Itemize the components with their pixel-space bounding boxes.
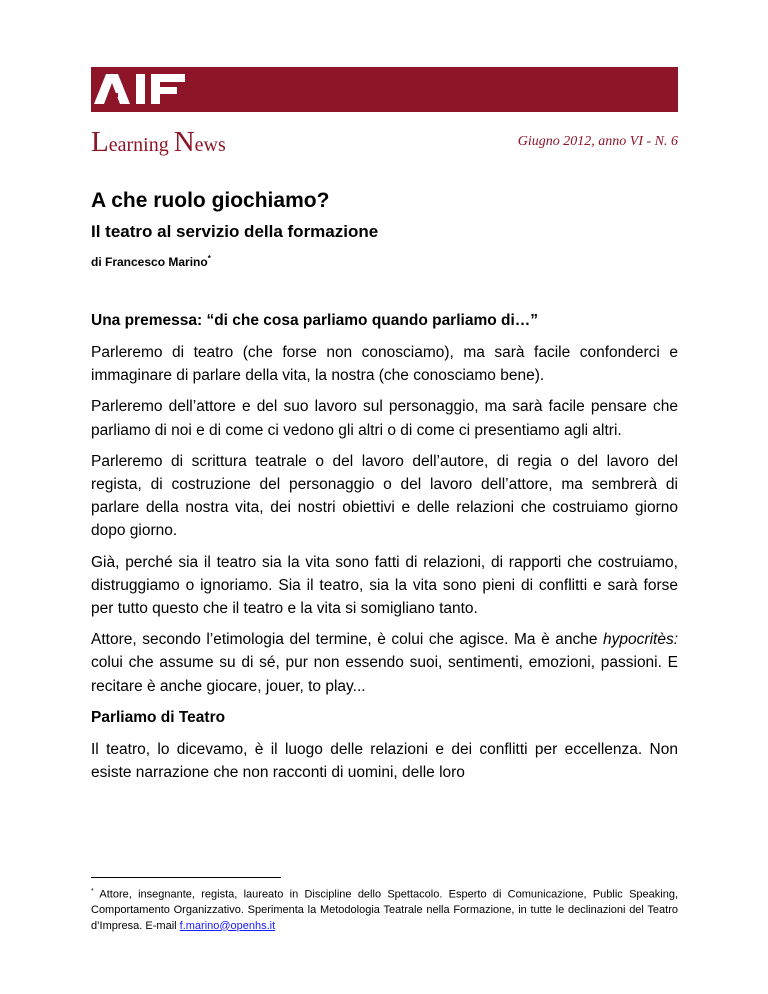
- article-title: A che ruolo giochiamo?: [91, 189, 330, 212]
- paragraph-5-end: colui che assume su di sé, pur non essendo suoi, sentimenti, emozioni, passioni. E recitare è anche giocare, jouer, to play...: [91, 654, 678, 695]
- title-initial-l: L: [91, 126, 109, 158]
- title-initial-n: N: [173, 126, 195, 158]
- footnote-body: Attore, insegnante, regista, laureato in Discipline dello Spettacolo. Esperto di Comunicazione, Public Speaking, Comportamento Organizzativo. Sperimenta la Metodologia Teatrale nella Formazione, in tutte le declinazioni del Teatro d’Impresa. E-mail: [91, 888, 678, 932]
- paragraph-6: Il teatro, lo dicevamo, è il luogo delle relazioni e dei conflitti per eccellenza. Non esiste narrazione che non racconti di uomini, delle loro: [91, 740, 678, 782]
- footnote-marker[interactable]: *: [207, 254, 211, 263]
- masthead-title: [91, 126, 226, 159]
- byline: [91, 250, 678, 271]
- footnote-mark: *: [91, 888, 94, 895]
- header-banner: [91, 67, 678, 112]
- author-email-link[interactable]: f.marino@openhs.it: [179, 919, 276, 932]
- aif-logo: [91, 67, 191, 112]
- footnote-text: [91, 884, 678, 934]
- title-word-learning: earning: [108, 134, 169, 156]
- title-word-news: ews: [194, 134, 226, 156]
- paragraph-4: Già, perché sia il teatro sia la vita sono fatti di relazioni, di rapporti che costruiamo, distruggiamo o ignoriamo. Sia il teatro, sia la vita sono pieni di conflitti e sarà forse per tutto questo che il teatro e la vita si somigliano tanto.: [91, 553, 678, 618]
- paragraph-1: Parleremo di teatro (che forse non conosciamo), ma sarà facile confonderci e immaginare di parlare della vita, la nostra (che conosciamo bene).: [91, 344, 678, 385]
- section-heading-teatro: Parliamo di Teatro: [91, 708, 226, 726]
- paragraph-5-start: Attore, secondo l’etimologia del termine, è colui che agisce. Ma è anche: [91, 631, 604, 649]
- paragraph-3: Parleremo di scrittura teatrale o del lavoro dell’autore, di regia o del lavoro del regista, di costruzione del personaggio o del lavoro dell’attore, ma sembrerà di parlare della nostra vita, dei nostri obiettivi e delle relazioni che costruiamo giorno dopo giorno.: [91, 452, 678, 540]
- author-name: di Francesco Marino: [91, 255, 208, 269]
- article: [91, 186, 678, 784]
- article-subtitle: Il teatro al servizio della formazione: [91, 222, 379, 241]
- masthead: [91, 126, 678, 158]
- footnote-divider: [91, 877, 281, 878]
- aif-logo-mark: [91, 67, 191, 112]
- paragraph-2: Parleremo dell’attore e del suo lavoro sul personaggio, ma sarà facile pensare che parliamo di noi e di come ci vedono gli altri o di come ci presentiamo agli altri.: [91, 398, 678, 439]
- paragraph-5: [91, 628, 678, 698]
- paragraph-5-italic: hypocritès:: [603, 631, 678, 649]
- issue-date: Giugno 2012, anno VI - N. 6: [517, 134, 678, 149]
- footnote: [91, 877, 678, 934]
- section-heading-premessa: Una premessa: “di che cosa parliamo quando parliamo di…”: [91, 312, 539, 329]
